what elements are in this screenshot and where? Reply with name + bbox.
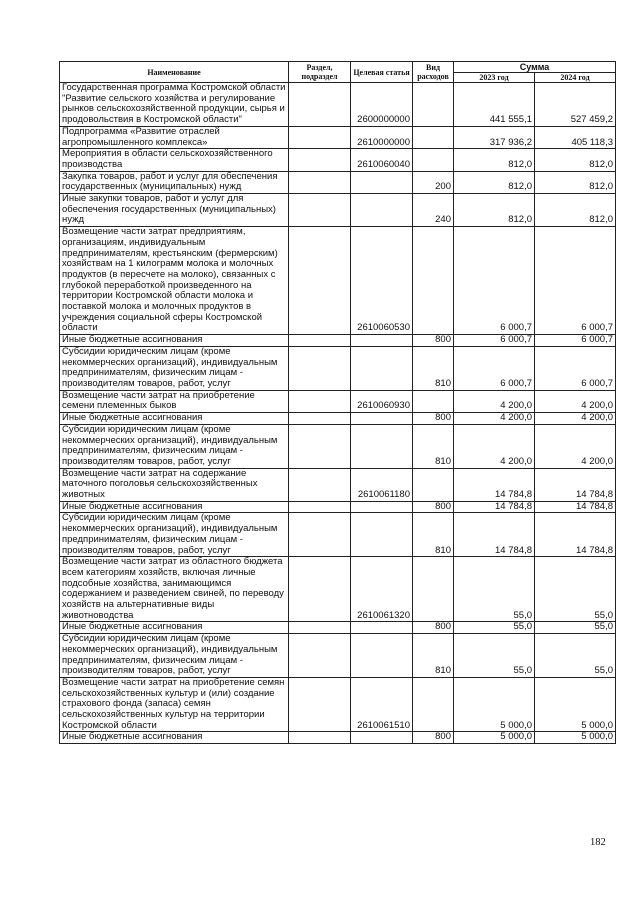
- row-type-cell: [413, 557, 454, 622]
- table-row: [60, 622, 616, 634]
- row-section-cell: [289, 126, 351, 148]
- row-sum-2024-cell: 5 000,0: [535, 677, 616, 732]
- row-name-cell: Субсидии юридическим лицам (кроме некоммерческих организаций), индивидуальным предпринимателям, физическим лицам - производителям товаров, работ, услуг: [60, 513, 289, 557]
- row-target-cell: [351, 622, 413, 634]
- row-sum-2024-cell: 6 000,7: [535, 227, 616, 335]
- table-row: [60, 335, 616, 347]
- row-section-cell: [289, 335, 351, 347]
- header-section: Раздел, подраздел: [289, 62, 351, 83]
- row-name-cell: Иные закупки товаров, работ и услуг для обеспечения государственных (муниципальных) нужд: [60, 194, 289, 227]
- row-name-cell: Возмещение части затрат из областного бюджета всем категориям хозяйств, включая личные подсобные хозяйства, занимающимся содержанием и разведением свиней, по переводу хозяйств на альтернативные виды животноводства: [60, 557, 289, 622]
- row-sum-2023-cell: 812,0: [454, 149, 535, 171]
- table-row: [60, 501, 616, 513]
- header-type: Вид расходов: [413, 62, 454, 83]
- row-section-cell: [289, 390, 351, 412]
- table-row: [60, 346, 616, 390]
- row-section-cell: [289, 227, 351, 335]
- row-section-cell: [289, 83, 351, 127]
- row-target-cell: [351, 413, 413, 425]
- row-sum-2023-cell: 317 936,2: [454, 126, 535, 148]
- budget-document: [59, 61, 615, 744]
- row-name-cell: Возмещение части затрат на приобретение семян сельскохозяйственных культур и (или) создание страхового фонда (запаса) семян сельскохозяйственных культур на территории Костромской области: [60, 677, 289, 732]
- row-name-cell: Субсидии юридическим лицам (кроме некоммерческих организаций), индивидуальным предпринимателям, физическим лицам - производителям товаров, работ, услуг: [60, 634, 289, 678]
- row-target-cell: 2610061180: [351, 468, 413, 501]
- table-row: [60, 677, 616, 732]
- row-target-cell: [351, 194, 413, 227]
- row-section-cell: [289, 413, 351, 425]
- row-target-cell: 2610060040: [351, 149, 413, 171]
- row-name-cell: Иные бюджетные ассигнования: [60, 501, 289, 513]
- row-sum-2024-cell: 812,0: [535, 149, 616, 171]
- header-target: Целевая статья: [351, 62, 413, 83]
- row-section-cell: [289, 424, 351, 468]
- row-sum-2023-cell: 14 784,8: [454, 501, 535, 513]
- row-name-cell: Закупка товаров, работ и услуг для обеспечения государственных (муниципальных) нужд: [60, 171, 289, 193]
- row-sum-2024-cell: 527 459,2: [535, 83, 616, 127]
- row-section-cell: [289, 557, 351, 622]
- row-section-cell: [289, 171, 351, 193]
- table-row: [60, 171, 616, 193]
- row-sum-2023-cell: 812,0: [454, 194, 535, 227]
- row-sum-2024-cell: 55,0: [535, 634, 616, 678]
- row-type-cell: 810: [413, 424, 454, 468]
- row-section-cell: [289, 634, 351, 678]
- row-sum-2024-cell: 4 200,0: [535, 424, 616, 468]
- row-target-cell: 2610061510: [351, 677, 413, 732]
- row-section-cell: [289, 468, 351, 501]
- table-row: [60, 513, 616, 557]
- row-name-cell: Возмещение части затрат предприятиям, организациям, индивидуальным предпринимателям, крестьянским (фермерским) хозяйствам на 1 килограмм молока и молочных продуктов (в пересчете на молоко), связанных с глубокой переработкой произведенного на территории Костромской области молока и поставкой молока и молочных продуктов в учреждения социальной сферы Костромской области: [60, 227, 289, 335]
- row-section-cell: [289, 346, 351, 390]
- row-name-cell: Субсидии юридическим лицам (кроме некоммерческих организаций), индивидуальным предпринимателям, физическим лицам - производителям товаров, работ, услуг: [60, 346, 289, 390]
- row-type-cell: [413, 83, 454, 127]
- row-target-cell: [351, 501, 413, 513]
- row-sum-2023-cell: 4 200,0: [454, 390, 535, 412]
- row-sum-2024-cell: 4 200,0: [535, 390, 616, 412]
- row-section-cell: [289, 194, 351, 227]
- row-type-cell: 800: [413, 501, 454, 513]
- row-sum-2023-cell: 4 200,0: [454, 413, 535, 425]
- header-sum: Сумма: [454, 62, 616, 73]
- row-section-cell: [289, 149, 351, 171]
- row-target-cell: [351, 634, 413, 678]
- table-row: [60, 424, 616, 468]
- row-name-cell: Возмещение части затрат на содержание маточного поголовья сельскохозяйственных животных: [60, 468, 289, 501]
- row-sum-2024-cell: 812,0: [535, 171, 616, 193]
- row-target-cell: [351, 335, 413, 347]
- row-sum-2024-cell: 14 784,8: [535, 501, 616, 513]
- row-sum-2023-cell: 6 000,7: [454, 227, 535, 335]
- table-row: [60, 413, 616, 425]
- row-sum-2023-cell: 14 784,8: [454, 468, 535, 501]
- row-sum-2023-cell: 4 200,0: [454, 424, 535, 468]
- row-target-cell: 2600000000: [351, 83, 413, 127]
- row-sum-2024-cell: 14 784,8: [535, 468, 616, 501]
- row-name-cell: Иные бюджетные ассигнования: [60, 335, 289, 347]
- table-row: [60, 468, 616, 501]
- row-type-cell: 800: [413, 732, 454, 744]
- row-section-cell: [289, 501, 351, 513]
- row-name-cell: Государственная программа Костромской области "Развитие сельского хозяйства и регулирование рынков сельскохозяйственной продукции, сырья и продовольствия в Костромской области": [60, 83, 289, 127]
- row-section-cell: [289, 513, 351, 557]
- row-type-cell: [413, 149, 454, 171]
- row-sum-2024-cell: 55,0: [535, 557, 616, 622]
- row-sum-2023-cell: 14 784,8: [454, 513, 535, 557]
- row-type-cell: [413, 126, 454, 148]
- row-name-cell: Субсидии юридическим лицам (кроме некоммерческих организаций), индивидуальным предпринимателям, физическим лицам - производителям товаров, работ, услуг: [60, 424, 289, 468]
- row-sum-2024-cell: 14 784,8: [535, 513, 616, 557]
- row-type-cell: 800: [413, 413, 454, 425]
- row-section-cell: [289, 622, 351, 634]
- row-sum-2023-cell: 5 000,0: [454, 677, 535, 732]
- table-row: [60, 634, 616, 678]
- row-type-cell: [413, 390, 454, 412]
- row-target-cell: 2610000000: [351, 126, 413, 148]
- table-row: [60, 194, 616, 227]
- table-row: [60, 83, 616, 127]
- row-sum-2023-cell: 55,0: [454, 557, 535, 622]
- row-target-cell: [351, 513, 413, 557]
- row-name-cell: Иные бюджетные ассигнования: [60, 732, 289, 744]
- row-target-cell: [351, 424, 413, 468]
- row-name-cell: Иные бюджетные ассигнования: [60, 413, 289, 425]
- row-sum-2024-cell: 812,0: [535, 194, 616, 227]
- row-sum-2024-cell: 6 000,7: [535, 335, 616, 347]
- row-type-cell: 810: [413, 346, 454, 390]
- row-type-cell: [413, 227, 454, 335]
- row-section-cell: [289, 677, 351, 732]
- table-header: [60, 62, 616, 83]
- row-sum-2023-cell: 441 555,1: [454, 83, 535, 127]
- row-sum-2023-cell: 6 000,7: [454, 346, 535, 390]
- header-name: Наименование: [60, 62, 289, 83]
- row-sum-2023-cell: 55,0: [454, 622, 535, 634]
- table-row: [60, 732, 616, 744]
- row-type-cell: [413, 677, 454, 732]
- row-target-cell: 2610060530: [351, 227, 413, 335]
- row-target-cell: [351, 171, 413, 193]
- header-year-2024: 2024 год: [535, 73, 616, 83]
- row-type-cell: [413, 468, 454, 501]
- page-number: 182: [590, 837, 606, 848]
- row-type-cell: 200: [413, 171, 454, 193]
- row-sum-2023-cell: 6 000,7: [454, 335, 535, 347]
- header-year-2023: 2023 год: [454, 73, 535, 83]
- row-name-cell: Мероприятия в области сельскохозяйственного производства: [60, 149, 289, 171]
- row-section-cell: [289, 732, 351, 744]
- row-type-cell: 810: [413, 513, 454, 557]
- row-target-cell: 2610060930: [351, 390, 413, 412]
- row-sum-2024-cell: 405 118,3: [535, 126, 616, 148]
- row-name-cell: Иные бюджетные ассигнования: [60, 622, 289, 634]
- table-row: [60, 227, 616, 335]
- row-type-cell: 810: [413, 634, 454, 678]
- row-name-cell: Возмещение части затрат на приобретение семени племенных быков: [60, 390, 289, 412]
- table-body: [60, 83, 616, 744]
- row-name-cell: Подпрограмма «Развитие отраслей агропромышленного комплекса»: [60, 126, 289, 148]
- row-type-cell: 240: [413, 194, 454, 227]
- table-row: [60, 390, 616, 412]
- row-sum-2023-cell: 812,0: [454, 171, 535, 193]
- row-target-cell: 2610061320: [351, 557, 413, 622]
- row-sum-2024-cell: 4 200,0: [535, 413, 616, 425]
- row-sum-2023-cell: 55,0: [454, 634, 535, 678]
- row-sum-2024-cell: 55,0: [535, 622, 616, 634]
- row-type-cell: 800: [413, 622, 454, 634]
- row-target-cell: [351, 346, 413, 390]
- budget-table: [59, 61, 616, 744]
- row-target-cell: [351, 732, 413, 744]
- table-row: [60, 126, 616, 148]
- table-row: [60, 557, 616, 622]
- table-row: [60, 149, 616, 171]
- row-type-cell: 800: [413, 335, 454, 347]
- row-sum-2023-cell: 5 000,0: [454, 732, 535, 744]
- row-sum-2024-cell: 6 000,7: [535, 346, 616, 390]
- row-sum-2024-cell: 5 000,0: [535, 732, 616, 744]
